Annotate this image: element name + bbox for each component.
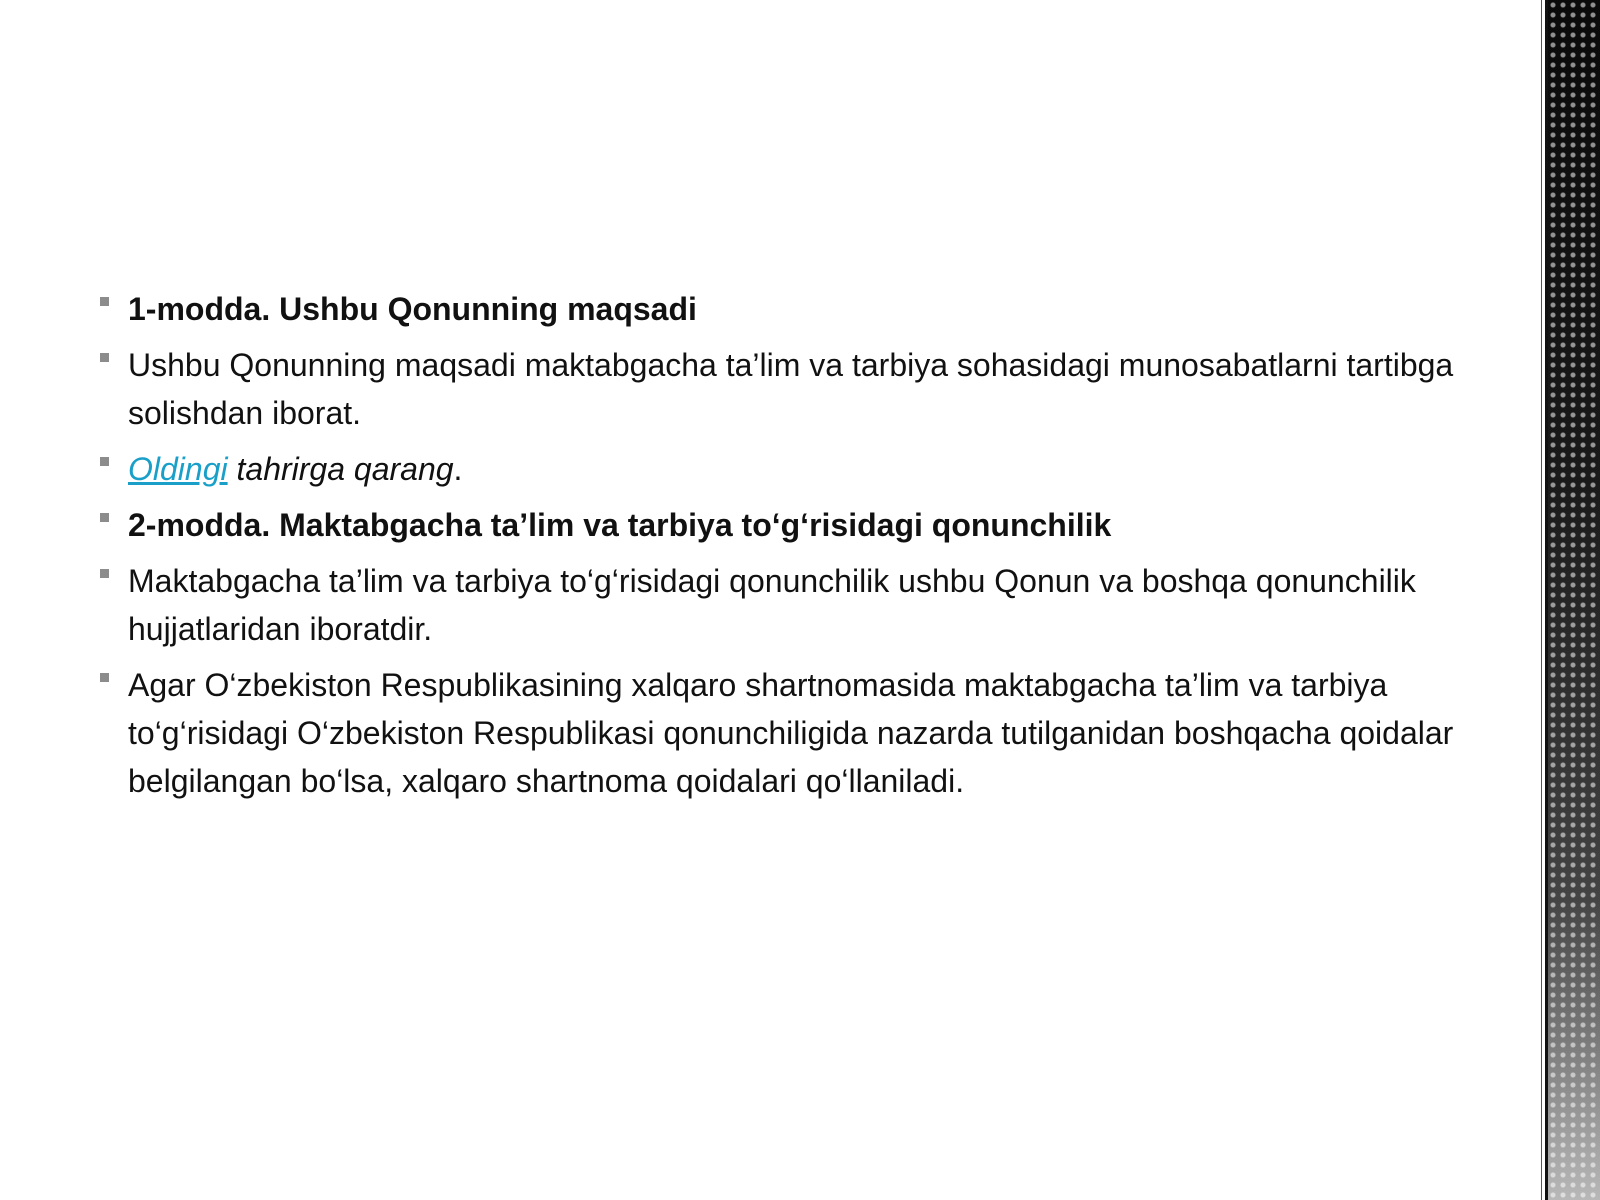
previous-edition-note-text: tahrirga qarang [227, 451, 454, 487]
article-2-body-1-text: Maktabgacha ta’lim va tarbiya to‘g‘risidagi qonunchilik ushbu Qonun va boshqa qonunchilik hujjatlaridan iboratdir. [128, 563, 1416, 647]
article-content [98, 285, 1458, 813]
square-bullet-icon [100, 457, 109, 466]
decorative-edge-line-thin [1541, 0, 1542, 1200]
article-1-body [98, 341, 1458, 437]
square-bullet-icon [100, 673, 109, 682]
decorative-edge-strip [1548, 0, 1600, 1200]
square-bullet-icon [100, 513, 109, 522]
square-bullet-icon [100, 353, 109, 362]
article-1-body-text: Ushbu Qonunning maqsadi maktabgacha ta’lim va tarbiya sohasidagi munosabatlarni tartibga solishdan iborat. [128, 347, 1454, 431]
article-2-body-1 [98, 557, 1458, 653]
previous-edition-link[interactable]: Oldingi [128, 451, 228, 487]
article-1-heading [98, 285, 1458, 333]
article-2-body-2 [98, 661, 1458, 805]
previous-edition-note [98, 445, 1458, 493]
square-bullet-icon [100, 569, 109, 578]
previous-edition-note-period: . [453, 451, 463, 487]
article-1-heading-text: 1-modda. Ushbu Qonunning maqsadi [128, 291, 697, 327]
article-2-heading-text: 2-modda. Maktabgacha ta’lim va tarbiya to‘g‘risidagi qonunchilik [128, 507, 1112, 543]
article-2-body-2-text: Agar O‘zbekiston Respublikasining xalqaro shartnomasida maktabgacha ta’lim va tarbiya to‘g‘risidagi O‘zbekiston Respublikasi qonunchiligida nazarda tutilganidan boshqacha qoidalar belgilangan bo‘lsa, xalqaro shartnoma qoidalari qo‘llaniladi. [128, 667, 1454, 799]
article-2-heading [98, 501, 1458, 549]
square-bullet-icon [100, 297, 109, 306]
